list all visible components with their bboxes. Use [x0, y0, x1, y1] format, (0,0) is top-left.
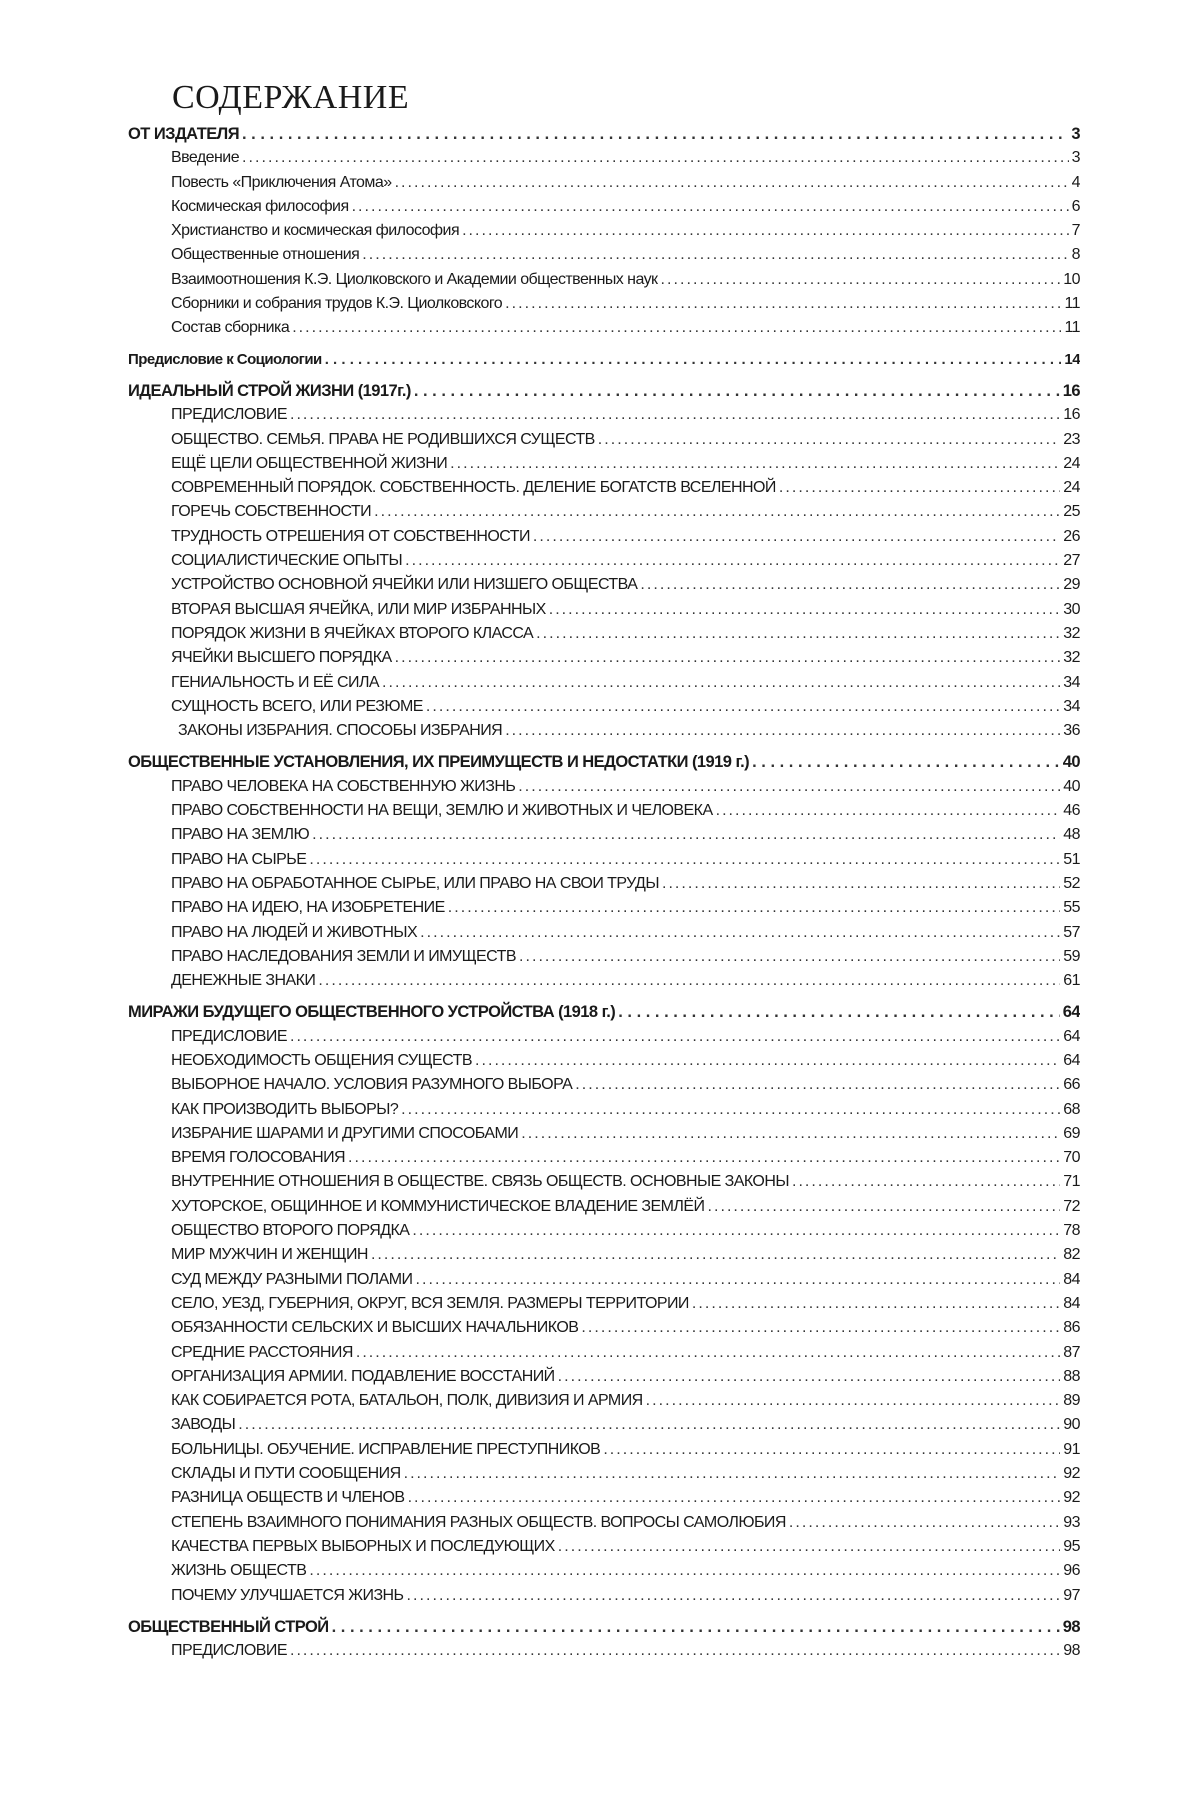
toc-entry-text: ОРГАНИЗАЦИЯ АРМИИ. ПОДАВЛЕНИЕ ВОССТАНИЙ	[171, 1367, 555, 1385]
toc-heading-text: МИРАЖИ БУДУЩЕГО ОБЩЕСТВЕННОГО УСТРОЙСТВА (1918 г.)	[128, 1003, 616, 1022]
toc-entry-text: ВТОРАЯ ВЫСШАЯ ЯЧЕЙКА, ИЛИ МИР ИЗБРАННЫХ	[171, 600, 546, 618]
dot-leader	[290, 1639, 1060, 1663]
dot-leader	[692, 1292, 1060, 1316]
toc-entry-text: СЕЛО, УЕЗД, ГУБЕРНИЯ, ОКРУГ, ВСЯ ЗЕМЛЯ. РАЗМЕРЫ ТЕРРИТОРИИ	[171, 1294, 689, 1312]
dot-leader	[426, 695, 1060, 719]
toc-entry	[128, 219, 1080, 243]
dot-leader	[362, 243, 1068, 267]
page-number: 64	[1062, 1003, 1080, 1022]
toc-entry-text: СТЕПЕНЬ ВЗАИМНОГО ПОНИМАНИЯ РАЗНЫХ ОБЩЕСТВ. ВОПРОСЫ САМОЛЮБИЯ	[171, 1513, 786, 1531]
dot-leader	[415, 1268, 1060, 1292]
page-number: 24	[1063, 454, 1080, 472]
toc-entry-text: РАЗНИЦА ОБЩЕСТВ И ЧЛЕНОВ	[171, 1489, 405, 1507]
toc-entry-text: ТРУДНОСТЬ ОТРЕШЕНИЯ ОТ СОБСТВЕННОСТИ	[171, 527, 530, 545]
toc-entry-text: ПРАВО НА ОБРАБОТАННОЕ СЫРЬЕ, ИЛИ ПРАВО НА СВОИ ТРУДЫ	[171, 874, 659, 892]
dot-leader	[519, 945, 1060, 969]
page-number: 90	[1063, 1416, 1080, 1434]
page-number: 84	[1063, 1270, 1080, 1288]
toc-section-heading	[128, 1000, 1080, 1024]
dot-leader	[752, 750, 1060, 774]
dot-leader	[318, 969, 1060, 993]
toc-section	[128, 1000, 1080, 1607]
dot-leader	[309, 848, 1060, 872]
toc-entry-text: ПРЕДИСЛОВИЕ	[171, 406, 287, 424]
dot-leader	[238, 1413, 1060, 1437]
page-number: 27	[1063, 552, 1080, 570]
toc-entry	[128, 1219, 1080, 1243]
page-number: 61	[1063, 972, 1080, 990]
toc-entry	[128, 1243, 1080, 1267]
toc-entry	[128, 1341, 1080, 1365]
toc-entry-text: ПРАВО НА ЛЮДЕЙ И ЖИВОТНЫХ	[171, 923, 418, 941]
dot-leader	[779, 476, 1060, 500]
toc-entry	[128, 1365, 1080, 1389]
page-number: 89	[1063, 1392, 1080, 1410]
page-number: 40	[1062, 753, 1080, 772]
toc-entry	[128, 1511, 1080, 1535]
toc-entry	[128, 695, 1080, 719]
toc-heading-text: ОБЩЕСТВЕННЫЕ УСТАНОВЛЕНИЯ, ИХ ПРЕИМУЩЕСТВ И НЕДОСТАТКИ (1919 г.)	[128, 753, 750, 772]
toc-entry-text: МИР МУЖЧИН И ЖЕНЩИН	[171, 1246, 368, 1264]
page-number: 96	[1063, 1562, 1080, 1580]
toc-entry	[128, 1535, 1080, 1559]
page-number: 95	[1063, 1537, 1080, 1555]
dot-leader	[356, 1341, 1060, 1365]
toc-entry-text: ПРАВО ЧЕЛОВЕКА НА СОБСТВЕННУЮ ЖИЗНЬ	[171, 777, 516, 795]
page-number: 16	[1063, 406, 1080, 424]
page-number: 55	[1063, 899, 1080, 917]
toc-entry	[128, 1559, 1080, 1583]
toc-entry-text: ПРЕДИСЛОВИЕ	[171, 1642, 287, 1660]
toc-entry	[128, 476, 1080, 500]
toc-entry	[128, 823, 1080, 847]
toc-entry	[128, 799, 1080, 823]
page-number: 92	[1063, 1489, 1080, 1507]
toc-entry-text: ЗАКОНЫ ИЗБРАНИЯ. СПОСОБЫ ИЗБРАНИЯ	[178, 722, 503, 740]
dot-leader	[290, 1025, 1060, 1049]
dot-leader	[462, 219, 1069, 243]
table-of-contents	[128, 122, 1080, 1663]
dot-leader	[792, 1170, 1060, 1194]
dot-leader	[242, 122, 1068, 146]
toc-entry	[128, 1025, 1080, 1049]
dot-leader	[420, 921, 1060, 945]
toc-entry	[128, 1073, 1080, 1097]
toc-entry	[128, 1268, 1080, 1292]
page-number: 16	[1062, 381, 1080, 400]
toc-entry-text: Повесть «Приключения Атома»	[171, 173, 392, 191]
toc-entry-text: КАК ПРОИЗВОДИТЬ ВЫБОРЫ?	[171, 1100, 399, 1118]
dot-leader	[662, 872, 1060, 896]
toc-entry	[128, 292, 1080, 316]
dot-leader	[332, 1615, 1060, 1639]
page-number: 40	[1063, 777, 1080, 795]
toc-entry-text: БОЛЬНИЦЫ. ОБУЧЕНИЕ. ИСПРАВЛЕНИЕ ПРЕСТУПНИКОВ	[171, 1440, 601, 1458]
toc-entry	[128, 775, 1080, 799]
page-number: 97	[1063, 1586, 1080, 1604]
page-number: 72	[1063, 1197, 1080, 1215]
dot-leader	[558, 1535, 1061, 1559]
toc-entry-text: ОБЩЕСТВО ВТОРОГО ПОРЯДКА	[171, 1222, 410, 1240]
dot-leader	[408, 1486, 1061, 1510]
toc-entry	[128, 598, 1080, 622]
page-number: 59	[1063, 947, 1080, 965]
toc-entry-text: ЯЧЕЙКИ ВЫСШЕГО ПОРЯДКА	[171, 649, 392, 667]
page-number: 25	[1063, 503, 1080, 521]
toc-entry	[128, 1584, 1080, 1608]
toc-entry	[128, 573, 1080, 597]
toc-section-heading	[128, 750, 1080, 774]
toc-entry-text: Христианство и космическая философия	[171, 222, 460, 240]
page-number: 26	[1063, 527, 1080, 545]
dot-leader	[618, 1000, 1060, 1024]
toc-entry	[128, 1316, 1080, 1340]
toc-entry	[128, 896, 1080, 920]
page-number: 11	[1064, 295, 1080, 313]
page-number: 32	[1063, 649, 1080, 667]
toc-entry	[128, 848, 1080, 872]
toc-entry-text: Сборники и собрания трудов К.Э. Циолковского	[171, 295, 503, 313]
toc-entry	[128, 1462, 1080, 1486]
page-number: 57	[1063, 923, 1080, 941]
toc-section-heading	[128, 348, 1080, 372]
toc-entry	[128, 1195, 1080, 1219]
dot-leader	[312, 823, 1060, 847]
toc-entry-text: ДЕНЕЖНЫЕ ЗНАКИ	[171, 972, 316, 990]
toc-entry-text: ГЕНИАЛЬНОСТЬ И ЕЁ СИЛА	[171, 673, 380, 691]
toc-entry-text: СОВРЕМЕННЫЙ ПОРЯДОК. СОБСТВЕННОСТЬ. ДЕЛЕНИЕ БОГАТСТВ ВСЕЛЕННОЙ	[171, 479, 776, 497]
dot-leader	[603, 1438, 1060, 1462]
page-number: 24	[1063, 479, 1080, 497]
dot-leader	[309, 1559, 1060, 1583]
toc-entry	[128, 1170, 1080, 1194]
dot-leader	[242, 146, 1069, 170]
dot-leader	[352, 195, 1069, 219]
toc-entry-text: ХУТОРСКОЕ, ОБЩИННОЕ И КОММУНИСТИЧЕСКОЕ ВЛАДЕНИЕ ЗЕМЛЁЙ	[171, 1197, 705, 1215]
toc-entry-text: ПРАВО СОБСТВЕННОСТИ НА ВЕЩИ, ЗЕМЛЮ И ЖИВОТНЫХ И ЧЕЛОВЕКА	[171, 802, 713, 820]
page-number: 29	[1063, 576, 1080, 594]
dot-leader	[395, 646, 1061, 670]
toc-entry-text: ЕЩЁ ЦЕЛИ ОБЩЕСТВЕННОЙ ЖИЗНИ	[171, 454, 448, 472]
toc-entry	[128, 1413, 1080, 1437]
dot-leader	[789, 1511, 1060, 1535]
page-number: 30	[1063, 600, 1080, 618]
toc-entry	[128, 1122, 1080, 1146]
dot-leader	[448, 896, 1061, 920]
toc-section	[128, 122, 1080, 341]
toc-entry	[128, 403, 1080, 427]
dot-leader	[292, 316, 1061, 340]
page-number: 98	[1063, 1642, 1080, 1660]
toc-entry-text: ПРАВО НА ИДЕЮ, НА ИЗОБРЕТЕНИЕ	[171, 899, 445, 917]
page-number: 36	[1063, 722, 1080, 740]
toc-entry-text: ЖИЗНЬ ОБЩЕСТВ	[171, 1562, 307, 1580]
page-number: 87	[1063, 1343, 1080, 1361]
toc-entry	[128, 243, 1080, 267]
toc-section	[128, 750, 1080, 993]
page-number: 34	[1063, 673, 1080, 691]
toc-entry-text: ВЫБОРНОЕ НАЧАЛО. УСЛОВИЯ РАЗУМНОГО ВЫБОРА	[171, 1076, 573, 1094]
page-number: 66	[1063, 1076, 1080, 1094]
toc-entry	[128, 195, 1080, 219]
toc-section	[128, 1615, 1080, 1664]
toc-section-heading	[128, 122, 1080, 146]
toc-entry-text: ПРАВО НАСЛЕДОВАНИЯ ЗЕМЛИ И ИМУЩЕСТВ	[171, 947, 516, 965]
dot-leader	[661, 268, 1061, 292]
page-number: 71	[1063, 1173, 1080, 1191]
toc-entry-text: ПРАВО НА ЗЕМЛЮ	[171, 826, 310, 844]
toc-heading-text: ИДЕАЛЬНЫЙ СТРОЙ ЖИЗНИ (1917г.)	[128, 381, 411, 400]
toc-entry-text: ВРЕМЯ ГОЛОСОВАНИЯ	[171, 1149, 346, 1167]
toc-entry-text: НЕОБХОДИМОСТЬ ОБЩЕНИЯ СУЩЕСТВ	[171, 1051, 472, 1069]
page-number: 23	[1063, 430, 1080, 448]
dot-leader	[450, 452, 1060, 476]
toc-entry-text: ЗАВОДЫ	[171, 1416, 236, 1434]
toc-entry-text: СРЕДНИЕ РАССТОЯНИЯ	[171, 1343, 353, 1361]
toc-entry-text: СКЛАДЫ И ПУТИ СООБЩЕНИЯ	[171, 1465, 401, 1483]
page-number: 10	[1063, 270, 1080, 288]
page-number: 8	[1071, 246, 1080, 264]
toc-entry-text: Общественные отношения	[171, 246, 360, 264]
toc-entry	[128, 1292, 1080, 1316]
page-number: 32	[1063, 624, 1080, 642]
dot-leader	[518, 775, 1060, 799]
toc-entry	[128, 171, 1080, 195]
toc-entry-text: СОЦИАЛИСТИЧЕСКИЕ ОПЫТЫ	[171, 552, 403, 570]
toc-entry-text: Взаимоотношения К.Э. Циолковского и Академии общественных наук	[171, 270, 658, 288]
page-number: 52	[1063, 874, 1080, 892]
dot-leader	[407, 1584, 1061, 1608]
toc-entry	[128, 671, 1080, 695]
page-title: СОДЕРЖАНИЕ	[172, 79, 410, 116]
toc-entry-text: ИЗБРАНИЕ ШАРАМИ И ДРУГИМИ СПОСОБАМИ	[171, 1124, 519, 1142]
toc-section-heading	[128, 379, 1080, 403]
toc-heading-text: Предисловие к Социологии	[128, 350, 322, 368]
page-number: 91	[1063, 1440, 1080, 1458]
dot-leader	[598, 428, 1061, 452]
toc-entry	[128, 945, 1080, 969]
toc-entry	[128, 316, 1080, 340]
toc-entry	[128, 549, 1080, 573]
dot-leader	[382, 671, 1060, 695]
dot-leader	[536, 622, 1060, 646]
toc-entry	[128, 646, 1080, 670]
toc-entry	[128, 500, 1080, 524]
toc-entry	[128, 969, 1080, 993]
page-number: 3	[1071, 149, 1080, 167]
toc-entry-text: Введение	[171, 149, 240, 167]
page-number: 98	[1062, 1617, 1080, 1636]
dot-leader	[575, 1073, 1060, 1097]
page-number: 92	[1063, 1465, 1080, 1483]
dot-leader	[707, 1195, 1060, 1219]
dot-leader	[716, 799, 1061, 823]
toc-entry-text: ПРАВО НА СЫРЬЕ	[171, 850, 307, 868]
toc-entry-text: ПРЕДИСЛОВИЕ	[171, 1027, 287, 1045]
dot-leader	[414, 379, 1060, 403]
toc-section	[128, 379, 1080, 743]
toc-entry	[128, 452, 1080, 476]
page-number: 69	[1063, 1124, 1080, 1142]
page-number: 3	[1071, 125, 1080, 143]
dot-leader	[640, 573, 1060, 597]
page-number: 11	[1064, 319, 1080, 337]
dot-leader	[475, 1049, 1060, 1073]
page-number: 78	[1063, 1222, 1080, 1240]
toc-entry-text: ОБЯЗАННОСТИ СЕЛЬСКИХ И ВЫСШИХ НАЧАЛЬНИКОВ	[171, 1319, 579, 1337]
toc-entry	[128, 1098, 1080, 1122]
toc-entry	[128, 921, 1080, 945]
toc-entry	[128, 1389, 1080, 1413]
toc-entry-text: ГОРЕЧЬ СОБСТВЕННОСТИ	[171, 503, 372, 521]
dot-leader	[404, 1462, 1061, 1486]
dot-leader	[395, 171, 1069, 195]
toc-entry-text: Состав сборника	[171, 319, 290, 337]
toc-entry-text: СУД МЕЖДУ РАЗНЫМИ ПОЛАМИ	[171, 1270, 413, 1288]
toc-entry-text: ПОЧЕМУ УЛУЧШАЕТСЯ ЖИЗНЬ	[171, 1586, 404, 1604]
toc-entry-text: Космическая философия	[171, 197, 349, 215]
page-number: 93	[1063, 1513, 1080, 1531]
page-number: 48	[1063, 826, 1080, 844]
toc-entry-text: КАЧЕСТВА ПЕРВЫХ ВЫБОРНЫХ И ПОСЛЕДУЮЩИХ	[171, 1537, 555, 1555]
page-number: 51	[1063, 850, 1080, 868]
toc-entry-text: КАК СОБИРАЕТСЯ РОТА, БАТАЛЬОН, ПОЛК, ДИВИЗИЯ И АРМИЯ	[171, 1392, 643, 1410]
page-number: 68	[1063, 1100, 1080, 1118]
toc-entry-text: УСТРОЙСТВО ОСНОВНОЙ ЯЧЕЙКИ ИЛИ НИЗШЕГО ОБЩЕСТВА	[171, 576, 638, 594]
dot-leader	[401, 1098, 1060, 1122]
toc-entry	[128, 1486, 1080, 1510]
toc-entry	[128, 1049, 1080, 1073]
toc-entry	[128, 719, 1080, 743]
page-number: 64	[1063, 1051, 1080, 1069]
dot-leader	[521, 1122, 1060, 1146]
dot-leader	[558, 1365, 1061, 1389]
dot-leader	[325, 348, 1062, 372]
toc-entry-text: ПОРЯДОК ЖИЗНИ В ЯЧЕЙКАХ ВТОРОГО КЛАССА	[171, 624, 534, 642]
toc-entry	[128, 146, 1080, 170]
toc-entry	[128, 1438, 1080, 1462]
toc-entry-text: ВНУТРЕННИЕ ОТНОШЕНИЯ В ОБЩЕСТВЕ. СВЯЗЬ ОБЩЕСТВ. ОСНОВНЫЕ ЗАКОНЫ	[171, 1173, 789, 1191]
page-number: 70	[1063, 1149, 1080, 1167]
toc-entry	[128, 622, 1080, 646]
page-number: 64	[1063, 1027, 1080, 1045]
dot-leader	[348, 1146, 1060, 1170]
page-number: 46	[1063, 802, 1080, 820]
toc-entry-text: СУЩНОСТЬ ВСЕГО, ИЛИ РЕЗЮМЕ	[171, 697, 423, 715]
toc-entry	[128, 1639, 1080, 1663]
dot-leader	[290, 403, 1060, 427]
dot-leader	[646, 1389, 1061, 1413]
toc-entry	[128, 525, 1080, 549]
dot-leader	[533, 525, 1060, 549]
page-number: 7	[1071, 222, 1080, 240]
dot-leader	[371, 1243, 1060, 1267]
toc-entry-text: ОБЩЕСТВО. СЕМЬЯ. ПРАВА НЕ РОДИВШИХСЯ СУЩЕСТВ	[171, 430, 595, 448]
dot-leader	[549, 598, 1061, 622]
page-number: 86	[1063, 1319, 1080, 1337]
page-number: 34	[1063, 697, 1080, 715]
page-number: 84	[1063, 1294, 1080, 1312]
toc-entry	[128, 268, 1080, 292]
dot-leader	[505, 719, 1060, 743]
dot-leader	[405, 549, 1060, 573]
toc-entry	[128, 1146, 1080, 1170]
dot-leader	[581, 1316, 1060, 1340]
toc-heading-text: ОБЩЕСТВЕННЫЙ СТРОЙ	[128, 1617, 329, 1636]
toc-entry	[128, 428, 1080, 452]
toc-section	[128, 348, 1080, 372]
toc-heading-text: ОТ ИЗДАТЕЛЯ	[128, 125, 240, 143]
dot-leader	[374, 500, 1060, 524]
toc-section-heading	[128, 1615, 1080, 1639]
page-number: 88	[1063, 1367, 1080, 1385]
page-number: 14	[1064, 350, 1080, 368]
dot-leader	[412, 1219, 1060, 1243]
dot-leader	[505, 292, 1061, 316]
page-number: 4	[1071, 173, 1080, 191]
page-number: 82	[1063, 1246, 1080, 1264]
page-number: 6	[1071, 197, 1080, 215]
toc-entry	[128, 872, 1080, 896]
